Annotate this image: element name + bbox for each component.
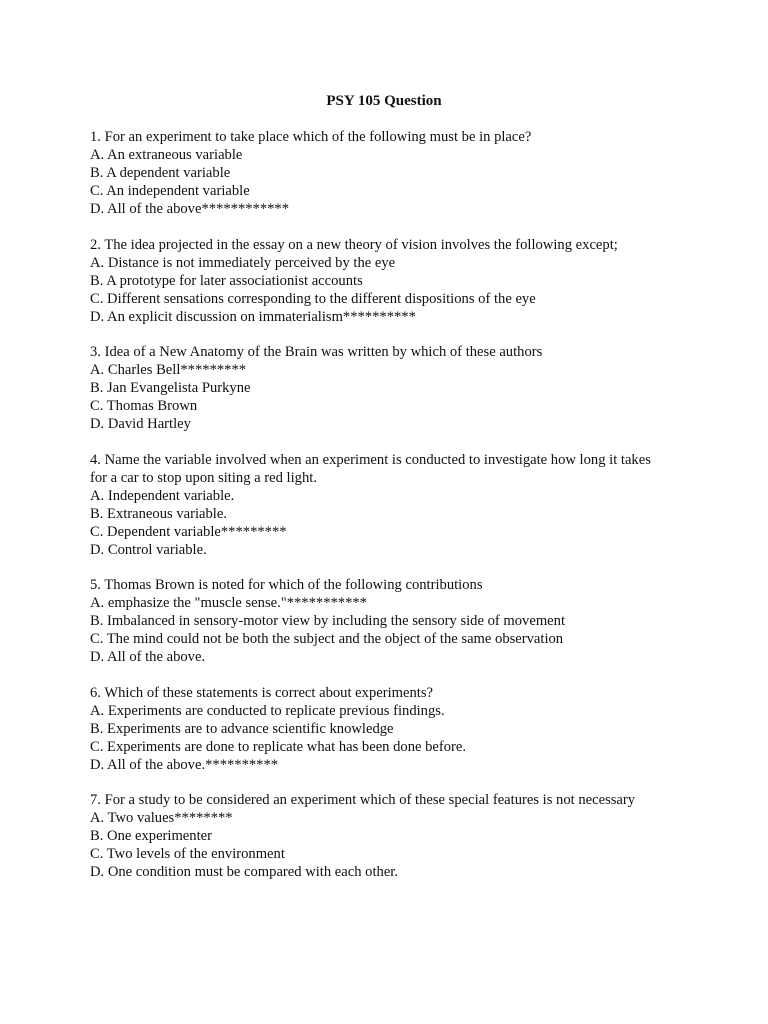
answer-option-b: B. Experiments are to advance scientific knowledge — [90, 720, 394, 737]
question-6 — [90, 684, 690, 774]
answer-option-c: C. An independent variable — [90, 183, 250, 199]
question-text: 2. The idea projected in the essay on a new theory of vision involves the following except; — [90, 236, 618, 253]
page-title: PSY 105 Question — [326, 93, 442, 109]
answer-option-a: A. Independent variable. — [90, 487, 235, 504]
question-2 — [90, 236, 690, 326]
question-text-line-2: for a car to stop upon siting a red light. — [90, 469, 317, 486]
question-text: 3. Idea of a New Anatomy of the Brain was written by which of these authors — [90, 344, 543, 360]
question-4 — [90, 451, 690, 559]
question-text: 7. For a study to be considered an experiment which of these special features is not necessary — [90, 792, 636, 808]
answer-option-b: B. Imbalanced in sensory-motor view by including the sensory side of movement — [90, 613, 566, 629]
answer-option-a: A. Distance is not immediately perceived by the eye — [90, 254, 396, 271]
answer-option-a: A. emphasize the "muscle sense."*********** — [90, 595, 367, 611]
answer-option-c: C. Thomas Brown — [90, 398, 198, 414]
question-3 — [90, 343, 690, 433]
answer-option-b: B. A prototype for later associationist accounts — [90, 272, 363, 289]
answer-option-b: B. Jan Evangelista Purkyne — [90, 380, 251, 396]
question-list — [90, 128, 690, 899]
answer-option-b: B. One experimenter — [90, 828, 212, 844]
answer-option-c: C. Two levels of the environment — [90, 846, 285, 862]
answer-option-a: A. An extraneous variable — [90, 147, 243, 163]
answer-option-d: D. An explicit discussion on immaterialism********** — [90, 308, 416, 325]
question-5 — [90, 576, 690, 666]
question-text: 6. Which of these statements is correct about experiments? — [90, 684, 433, 701]
answer-option-b: B. Extraneous variable. — [90, 505, 227, 522]
question-text: 5. Thomas Brown is noted for which of the following contributions — [90, 577, 483, 593]
answer-option-a: A. Charles Bell********* — [90, 362, 247, 378]
answer-option-c: C. The mind could not be both the subject and the object of the same observation — [90, 631, 564, 647]
answer-option-b: B. A dependent variable — [90, 165, 231, 181]
answer-option-a: A. Two values******** — [90, 810, 233, 826]
answer-option-d: D. All of the above************ — [90, 201, 290, 217]
answer-option-c: C. Experiments are done to replicate what has been done before. — [90, 738, 467, 755]
question-7 — [90, 791, 690, 881]
answer-option-d: D. All of the above.********** — [90, 756, 279, 773]
answer-option-d: D. David Hartley — [90, 416, 191, 432]
answer-option-a: A. Experiments are conducted to replicate previous findings. — [90, 702, 445, 719]
answer-option-d: D. One condition must be compared with each other. — [90, 864, 399, 880]
question-text: 1. For an experiment to take place which of the following must be in place? — [90, 129, 532, 145]
question-1 — [90, 128, 690, 218]
question-text-line-1: 4. Name the variable involved when an experiment is conducted to investigate how long it takes — [90, 451, 651, 468]
answer-option-c: C. Different sensations corresponding to the different dispositions of the eye — [90, 290, 536, 307]
answer-option-d: D. All of the above. — [90, 649, 206, 665]
answer-option-d: D. Control variable. — [90, 541, 207, 558]
answer-option-c: C. Dependent variable********* — [90, 523, 287, 540]
